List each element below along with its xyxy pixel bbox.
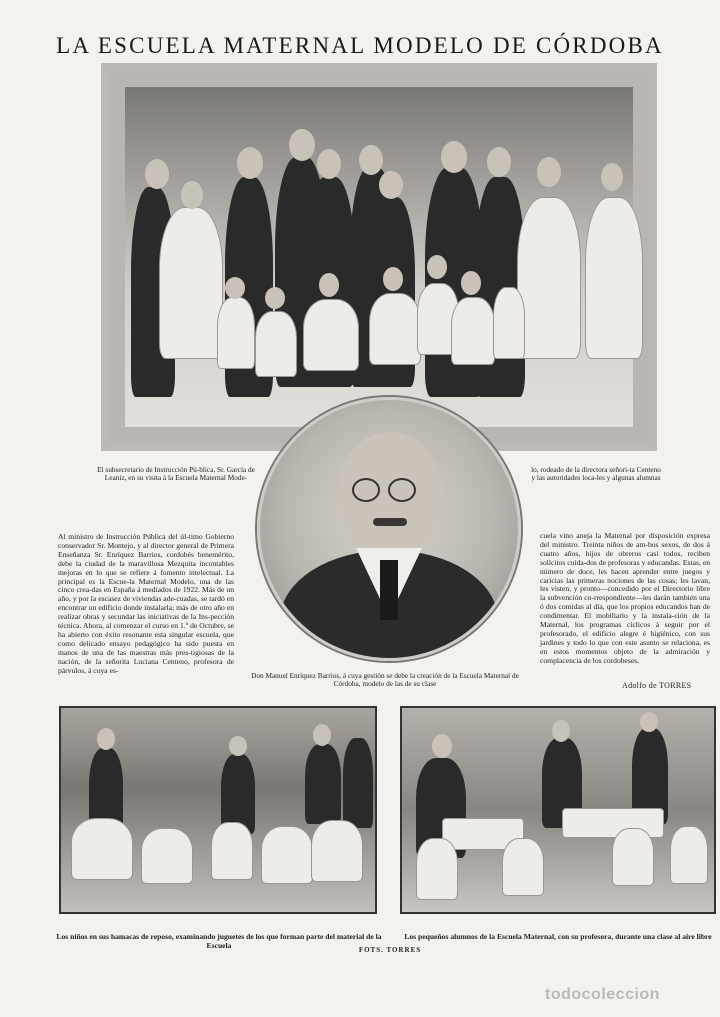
article-left-column: Al ministro de Instrucción Pública del úl-timo Gobierno conservador Sr. Montejo, y al director general de Primera Enseñanza Sr. Enríquez Barrios, cordobés benemérito, debe la ciudad de la maravillosa Mezquita incontables mejoras en lo que se refiere á fomento intelectual. La principal es la Escue-la Maternal Modelo, una de las cinco crea-das en España á mediados de 1922. Más de un año, y por la escasez de viviendas ade-cuadas, se tardó en encontrar un edificio donde instalarla; más de otro año en realizar obras y secundar las iniciativas de la Ins-pección técnica. Ahora, al comenzar el curso en 1.º de Octubre, se ha abierto con éxito resonante esta singular escuela, que como delicado ensayo pedagógico ha sido puesta en manos de una de las maestras más pres-tigiosas de la nación, de la señorita Luciana Centeno, profesora de párvulos, á cuya es-	[58, 532, 234, 675]
watermark-logo: todocoleccion	[545, 986, 660, 1003]
group-photo-image	[125, 87, 633, 427]
outdoor-class-photo	[400, 706, 716, 914]
caption-bottom-left: Los niños en sus hamacas de reposo, examinando juguetes de los que forman parte del material de la Escuela	[56, 932, 382, 950]
caption-top-left: El subsecretario de Instrucción Pú-blica, Sr. García de Leaniz, en su visita á la Escuela Maternal Mode-	[97, 465, 255, 483]
caption-bottom-right: Los pequeños alumnos de la Escuela Maternal, con su profesora, durante una clase al aire libre	[404, 932, 712, 941]
page-title: LA ESCUELA MATERNAL MODELO DE CÓRDOBA	[56, 33, 664, 59]
portrait-photo	[257, 397, 521, 661]
article-right-column: cuela vino aneja la Maternal por disposición expresa del ministro. Treinta niños de am-bos sexos, de dos á cuatro años, hijos de obreros casi todos, reciben solícitos cuida-dos de profesoras y educandas. Estas, en número de doce, les hacen aprender entre juegos y caricias las primeras nociones de las cosas; les lavan, les visten, y pronto—concedido por el Directorio libre la subvención co-rrespondiente—les darán también una ó dos comidas al día, que los propios educandos han de condimentar. El mobiliario y la instala-ción de la Maternal, los programas cíclicos á seguir por el profesorado, el edificio alegre é higiénico, con sus jardines y todo lo que con este asunto se relaciona, es en estos momentos objeto de la admiración y complacencia de los cordobeses.	[540, 531, 710, 665]
author-signature: Adolfo de TORRES	[622, 681, 692, 690]
hammocks-photo	[59, 706, 377, 914]
photo-credit: FOTS. TORRES	[358, 946, 422, 954]
group-photo	[101, 63, 657, 451]
caption-top-right: lo, rodeado de la directora señori-ta Centeno y las autoridades loca-les y algunas alumnas	[531, 465, 661, 483]
caption-portrait: Don Manuel Enríquez Barrios, á cuya gestión se debe la creación de la Escuela Maternal de Córdoba, modelo de las de su clase	[251, 671, 519, 689]
